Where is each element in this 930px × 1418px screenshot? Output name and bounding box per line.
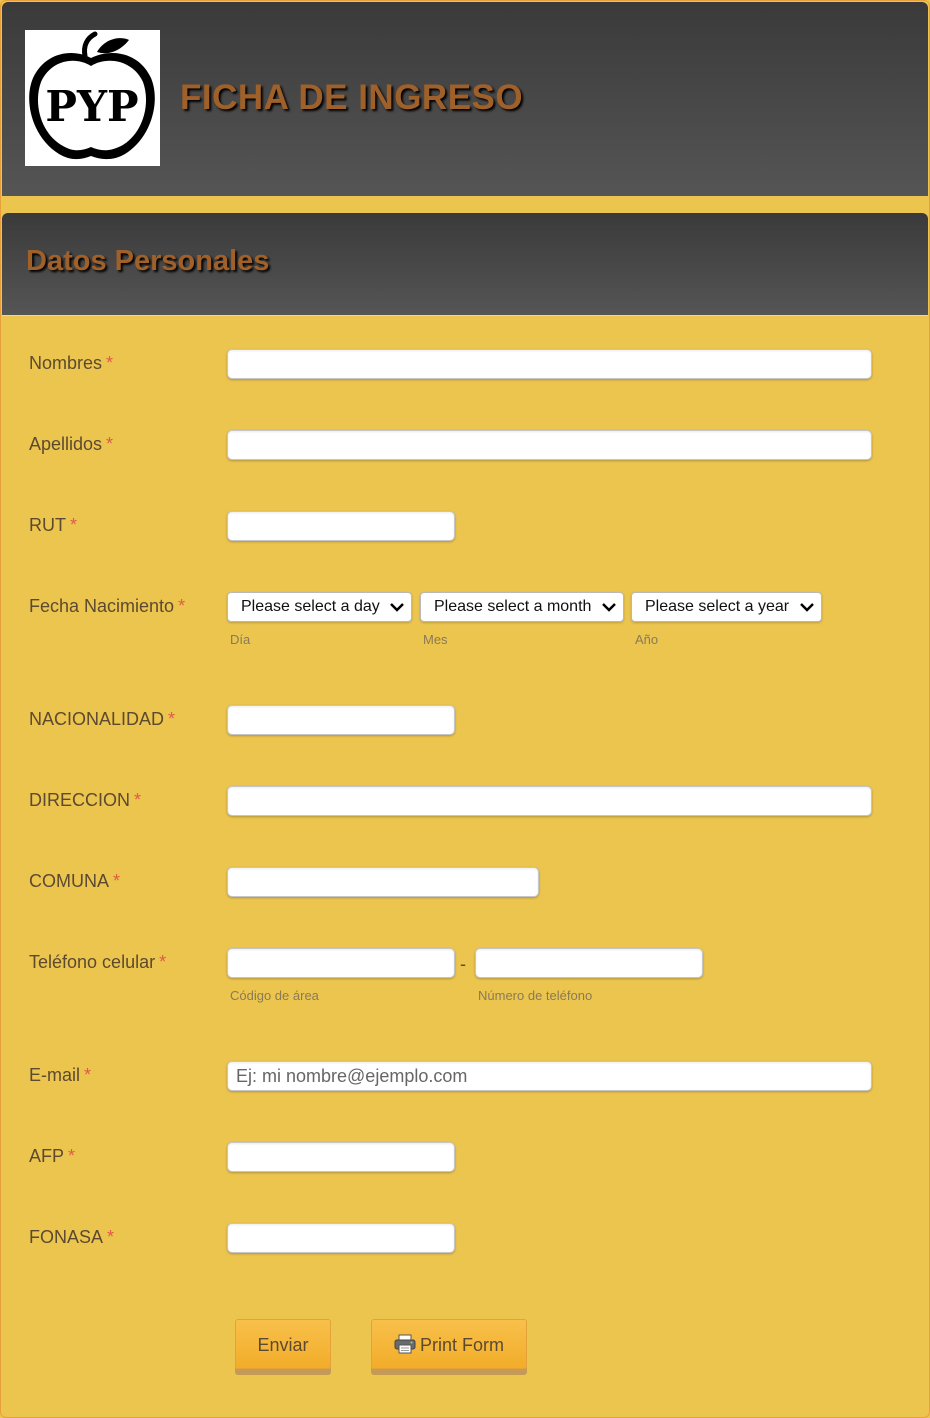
form-header <box>2 2 928 196</box>
rut-input[interactable] <box>227 511 455 541</box>
phone-separator: - <box>460 954 466 974</box>
apellidos-label-text: Apellidos <box>29 434 103 454</box>
afp-label <box>29 1146 75 1167</box>
fonasa-label <box>29 1227 114 1248</box>
printer-icon <box>394 1334 416 1354</box>
fecha-nacimiento-label <box>29 596 185 617</box>
apellidos-label <box>29 434 113 455</box>
required-mark: * <box>134 790 142 810</box>
chevron-down-icon <box>389 597 405 617</box>
year-select-value: Please select a year <box>645 598 790 615</box>
required-mark: * <box>107 1227 115 1247</box>
chevron-down-icon <box>601 597 617 617</box>
fecha-nacimiento-label-text: Fecha Nacimiento <box>29 596 175 616</box>
month-select-value: Please select a month <box>434 598 592 615</box>
fonasa-label-text: FONASA <box>29 1227 104 1247</box>
nacionalidad-input[interactable] <box>227 705 455 735</box>
year-select[interactable] <box>631 592 822 622</box>
print-form-button-label: Print Form <box>419 1335 504 1355</box>
day-sublabel: Día <box>230 632 251 647</box>
email-label <box>29 1065 91 1086</box>
submit-button-label: Enviar <box>257 1335 309 1355</box>
required-mark: * <box>68 1146 76 1166</box>
required-mark: * <box>178 596 186 616</box>
comuna-label-text: COMUNA <box>29 871 109 891</box>
apellidos-input[interactable] <box>227 430 872 460</box>
email-label-text: E-mail <box>29 1065 81 1085</box>
required-mark: * <box>159 952 167 972</box>
day-select[interactable] <box>227 592 412 622</box>
section-title: Datos Personales <box>26 245 270 277</box>
direccion-input[interactable] <box>227 786 872 816</box>
fonasa-input[interactable] <box>227 1223 455 1253</box>
required-mark: * <box>113 871 121 891</box>
area-code-sublabel: Código de área <box>230 988 319 1003</box>
svg-text:PYP: PYP <box>45 82 139 131</box>
required-mark: * <box>168 709 176 729</box>
phone-number-input[interactable] <box>475 948 703 978</box>
apple-logo-icon <box>25 30 160 166</box>
area-code-input[interactable] <box>227 948 455 978</box>
year-sublabel: Año <box>635 632 659 647</box>
nacionalidad-label-text: NACIONALIDAD <box>29 709 165 729</box>
nombres-label <box>29 353 113 374</box>
telefono-label-text: Teléfono celular <box>29 952 156 972</box>
required-mark: * <box>106 353 114 373</box>
nacionalidad-label <box>29 709 175 730</box>
company-logo <box>25 30 160 166</box>
page-title: FICHA DE INGRESO <box>180 78 524 117</box>
required-mark: * <box>84 1065 92 1085</box>
month-select[interactable] <box>420 592 624 622</box>
telefono-label <box>29 952 166 973</box>
rut-label-text: RUT <box>29 515 66 535</box>
chevron-down-icon <box>799 597 815 617</box>
phone-number-sublabel: Número de teléfono <box>478 988 593 1003</box>
nombres-label-text: Nombres <box>29 353 103 373</box>
nombres-input[interactable] <box>227 349 872 379</box>
rut-label <box>29 515 77 536</box>
print-form-button[interactable] <box>371 1319 527 1369</box>
day-select-value: Please select a day <box>241 598 380 615</box>
direccion-label-text: DIRECCION <box>29 790 131 810</box>
direccion-label <box>29 790 141 811</box>
comuna-input[interactable] <box>227 867 539 897</box>
required-mark: * <box>70 515 78 535</box>
month-sublabel: Mes <box>423 632 448 647</box>
email-input[interactable] <box>227 1061 872 1091</box>
required-mark: * <box>106 434 114 454</box>
comuna-label <box>29 871 120 892</box>
submit-button[interactable] <box>235 1319 331 1369</box>
afp-input[interactable] <box>227 1142 455 1172</box>
afp-label-text: AFP <box>29 1146 65 1166</box>
section-header <box>2 213 928 316</box>
